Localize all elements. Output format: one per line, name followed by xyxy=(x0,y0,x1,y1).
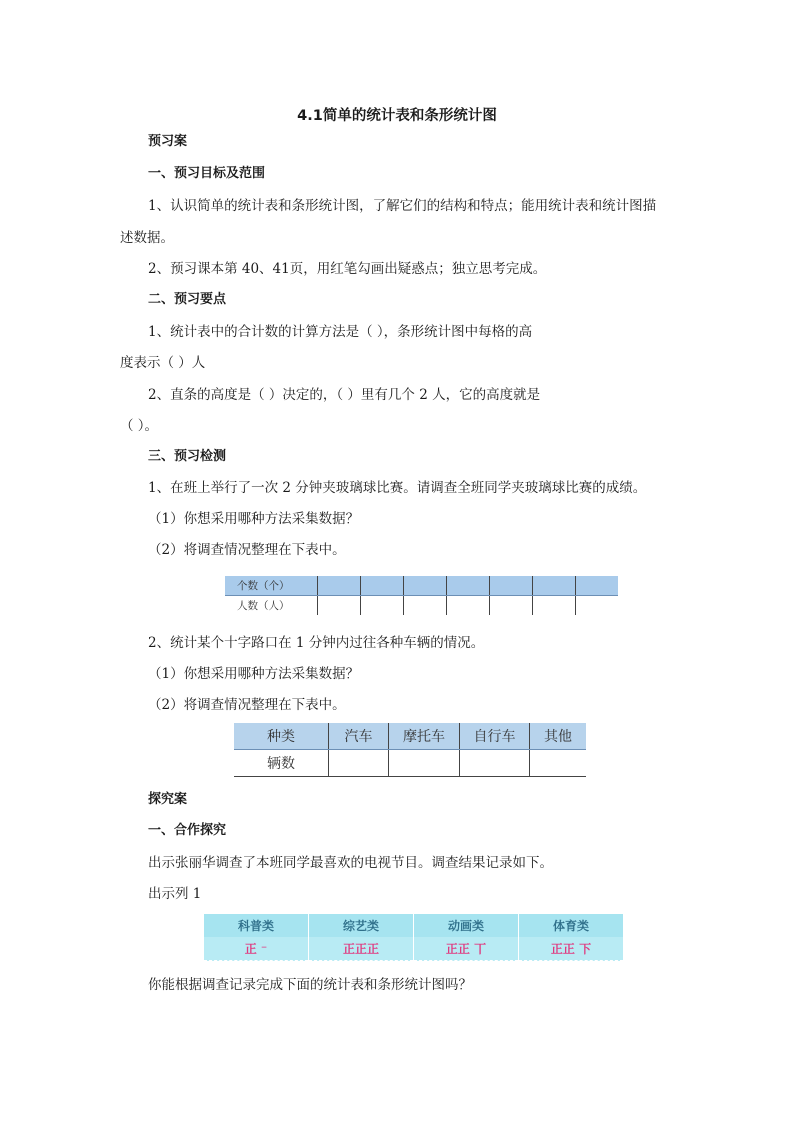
question-1-part-2: （2）将调查情况整理在下表中。 xyxy=(148,542,346,558)
table-row xyxy=(204,937,623,961)
tally-science: 正 ⁻ xyxy=(204,937,309,961)
row-label-people: 人数（人） xyxy=(225,596,318,616)
goal-2: 2、预习课本第 40、41页，用红笔勾画出疑惑点；独立思考完成。 xyxy=(148,261,547,277)
row-label-count: 个数（个） xyxy=(225,576,318,596)
section-explore: 探究案 xyxy=(148,792,188,807)
question-1: 1、在班上举行了一次 2 分钟夹玻璃球比赛。请调查全班同学夹玻璃球比赛的成绩。 xyxy=(148,480,647,496)
table-row xyxy=(225,596,618,616)
marble-score-table xyxy=(225,576,618,615)
table-row xyxy=(225,576,618,596)
goal-1-line-2: 述数据。 xyxy=(120,230,174,246)
point-1-line-1: 1、统计表中的合计数的计算方法是（ ），条形统计图中每格的高 xyxy=(148,324,533,340)
page-title: 4.1简单的统计表和条形统计图 xyxy=(297,108,497,124)
section-preview: 预习案 xyxy=(148,134,188,149)
header-motorcycle: 摩托车 xyxy=(389,723,460,750)
explore-question: 你能根据调查记录完成下面的统计表和条形统计图吗？ xyxy=(148,977,472,993)
tally-header-animation: 动画类 xyxy=(414,914,519,937)
point-1-line-2: 度表示（ ）人 xyxy=(120,355,206,371)
tally-header-sports: 体育类 xyxy=(519,914,624,937)
question-1-part-1: （1）你想采用哪种方法采集数据？ xyxy=(148,511,360,527)
header-bicycle: 自行车 xyxy=(460,723,530,750)
example-label: 出示列 1 xyxy=(148,886,202,902)
heading-check: 三、预习检测 xyxy=(148,449,227,464)
heading-goals: 一、预习目标及范围 xyxy=(148,166,266,181)
question-2-part-1: （1）你想采用哪种方法采集数据？ xyxy=(148,666,360,682)
tally-table xyxy=(204,914,623,961)
point-2-line-2: （ ）。 xyxy=(120,418,159,434)
explore-intro: 出示张丽华调查了本班同学最喜欢的电视节目。调查结果记录如下。 xyxy=(148,855,553,871)
table-row xyxy=(234,723,586,750)
question-2: 2、统计某个十字路口在 1 分钟内过往各种车辆的情况。 xyxy=(148,635,485,651)
goal-1-line-1: 1、认识简单的统计表和条形统计图，了解它们的结构和特点；能用统计表和统计图描 xyxy=(148,198,657,214)
table-row xyxy=(234,750,586,777)
header-type: 种类 xyxy=(234,723,329,750)
tally-variety: 正正正 xyxy=(309,937,414,961)
question-2-part-2: （2）将调查情况整理在下表中。 xyxy=(148,697,346,713)
point-2-line-1: 2、直条的高度是（ ）决定的，（ ）里有几个 2 人，它的高度就是 xyxy=(148,387,541,403)
row-label-vehicles: 辆数 xyxy=(234,750,329,777)
vehicle-table xyxy=(234,723,586,777)
tally-header-science: 科普类 xyxy=(204,914,309,937)
table-row xyxy=(204,914,623,937)
tally-header-variety: 综艺类 xyxy=(309,914,414,937)
tally-sports: 正正 下 xyxy=(519,937,624,961)
heading-cooperate: 一、合作探究 xyxy=(148,823,227,838)
tally-animation: 正正 丅 xyxy=(414,937,519,961)
heading-key-points: 二、预习要点 xyxy=(148,292,227,307)
header-other: 其他 xyxy=(530,723,587,750)
header-car: 汽车 xyxy=(329,723,389,750)
